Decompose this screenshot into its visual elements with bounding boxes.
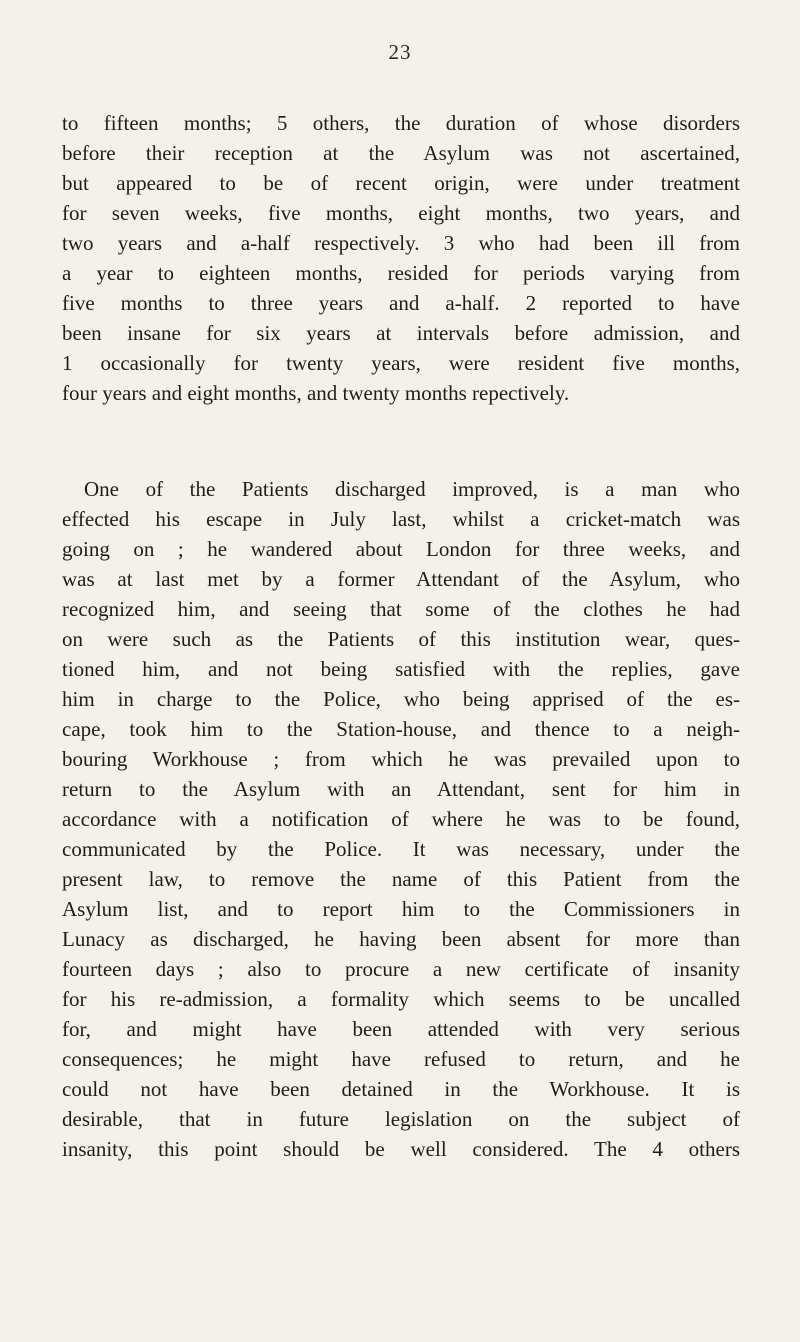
text-line: tioned him, and not being satisfied with the replies, gave — [62, 657, 740, 681]
text-line: One of the Patients discharged improved, is a man who — [84, 477, 740, 501]
text-line: return to the Asylum with an Attendant, sent for him in — [62, 777, 740, 801]
text-line: two years and a-half respectively. 3 who had been ill from — [62, 231, 740, 255]
text-line: to fifteen months; 5 others, the duration of whose disorders — [62, 111, 740, 135]
text-line: a year to eighteen months, resided for periods varying from — [62, 261, 740, 285]
text-line: but appeared to be of recent origin, were under treatment — [62, 171, 740, 195]
text-line: present law, to remove the name of this Patient from the — [62, 867, 740, 891]
text-line: recognized him, and seeing that some of the clothes he had — [62, 597, 740, 621]
text-line: before their reception at the Asylum was not ascertained, — [62, 141, 740, 165]
text-line: four years and eight months, and twenty months repectively. — [62, 381, 570, 405]
text-line: cape, took him to the Station-house, and thence to a neigh- — [62, 717, 740, 741]
text-line: on were such as the Patients of this institution wear, ques- — [62, 627, 740, 651]
text-line: could not have been detained in the Workhouse. It is — [62, 1077, 740, 1101]
text-line: five months to three years and a-half. 2 reported to have — [62, 291, 740, 315]
text-line: effected his escape in July last, whilst a cricket-match was — [62, 507, 740, 531]
text-line: was at last met by a former Attendant of the Asylum, who — [62, 567, 740, 591]
text-line: Lunacy as discharged, he having been absent for more than — [62, 927, 740, 951]
text-line: accordance with a notification of where he was to be found, — [62, 807, 740, 831]
text-line: 1 occasionally for twenty years, were resident five months, — [62, 351, 740, 375]
text-line: insanity, this point should be well considered. The 4 others — [62, 1137, 740, 1161]
text-line: fourteen days ; also to procure a new certificate of insanity — [62, 957, 740, 981]
text-line: for, and might have been attended with very serious — [62, 1017, 740, 1041]
text-line: him in charge to the Police, who being apprised of the es- — [62, 687, 740, 711]
text-line: been insane for six years at intervals before admission, and — [62, 321, 740, 345]
text-line: for his re-admission, a formality which seems to be uncalled — [62, 987, 740, 1011]
text-line: bouring Workhouse ; from which he was prevailed upon to — [62, 747, 740, 771]
text-line: Asylum list, and to report him to the Commissioners in — [62, 897, 740, 921]
page-number: 23 — [388, 40, 412, 64]
text-line: desirable, that in future legislation on the subject of — [62, 1107, 740, 1131]
text-line: communicated by the Police. It was necessary, under the — [62, 837, 740, 861]
paragraph-1 — [62, 108, 740, 408]
text-line: consequences; he might have refused to return, and he — [62, 1047, 740, 1071]
text-line: for seven weeks, five months, eight months, two years, and — [62, 201, 740, 225]
paragraph-2 — [62, 474, 740, 1164]
text-line: going on ; he wandered about London for three weeks, and — [62, 537, 740, 561]
